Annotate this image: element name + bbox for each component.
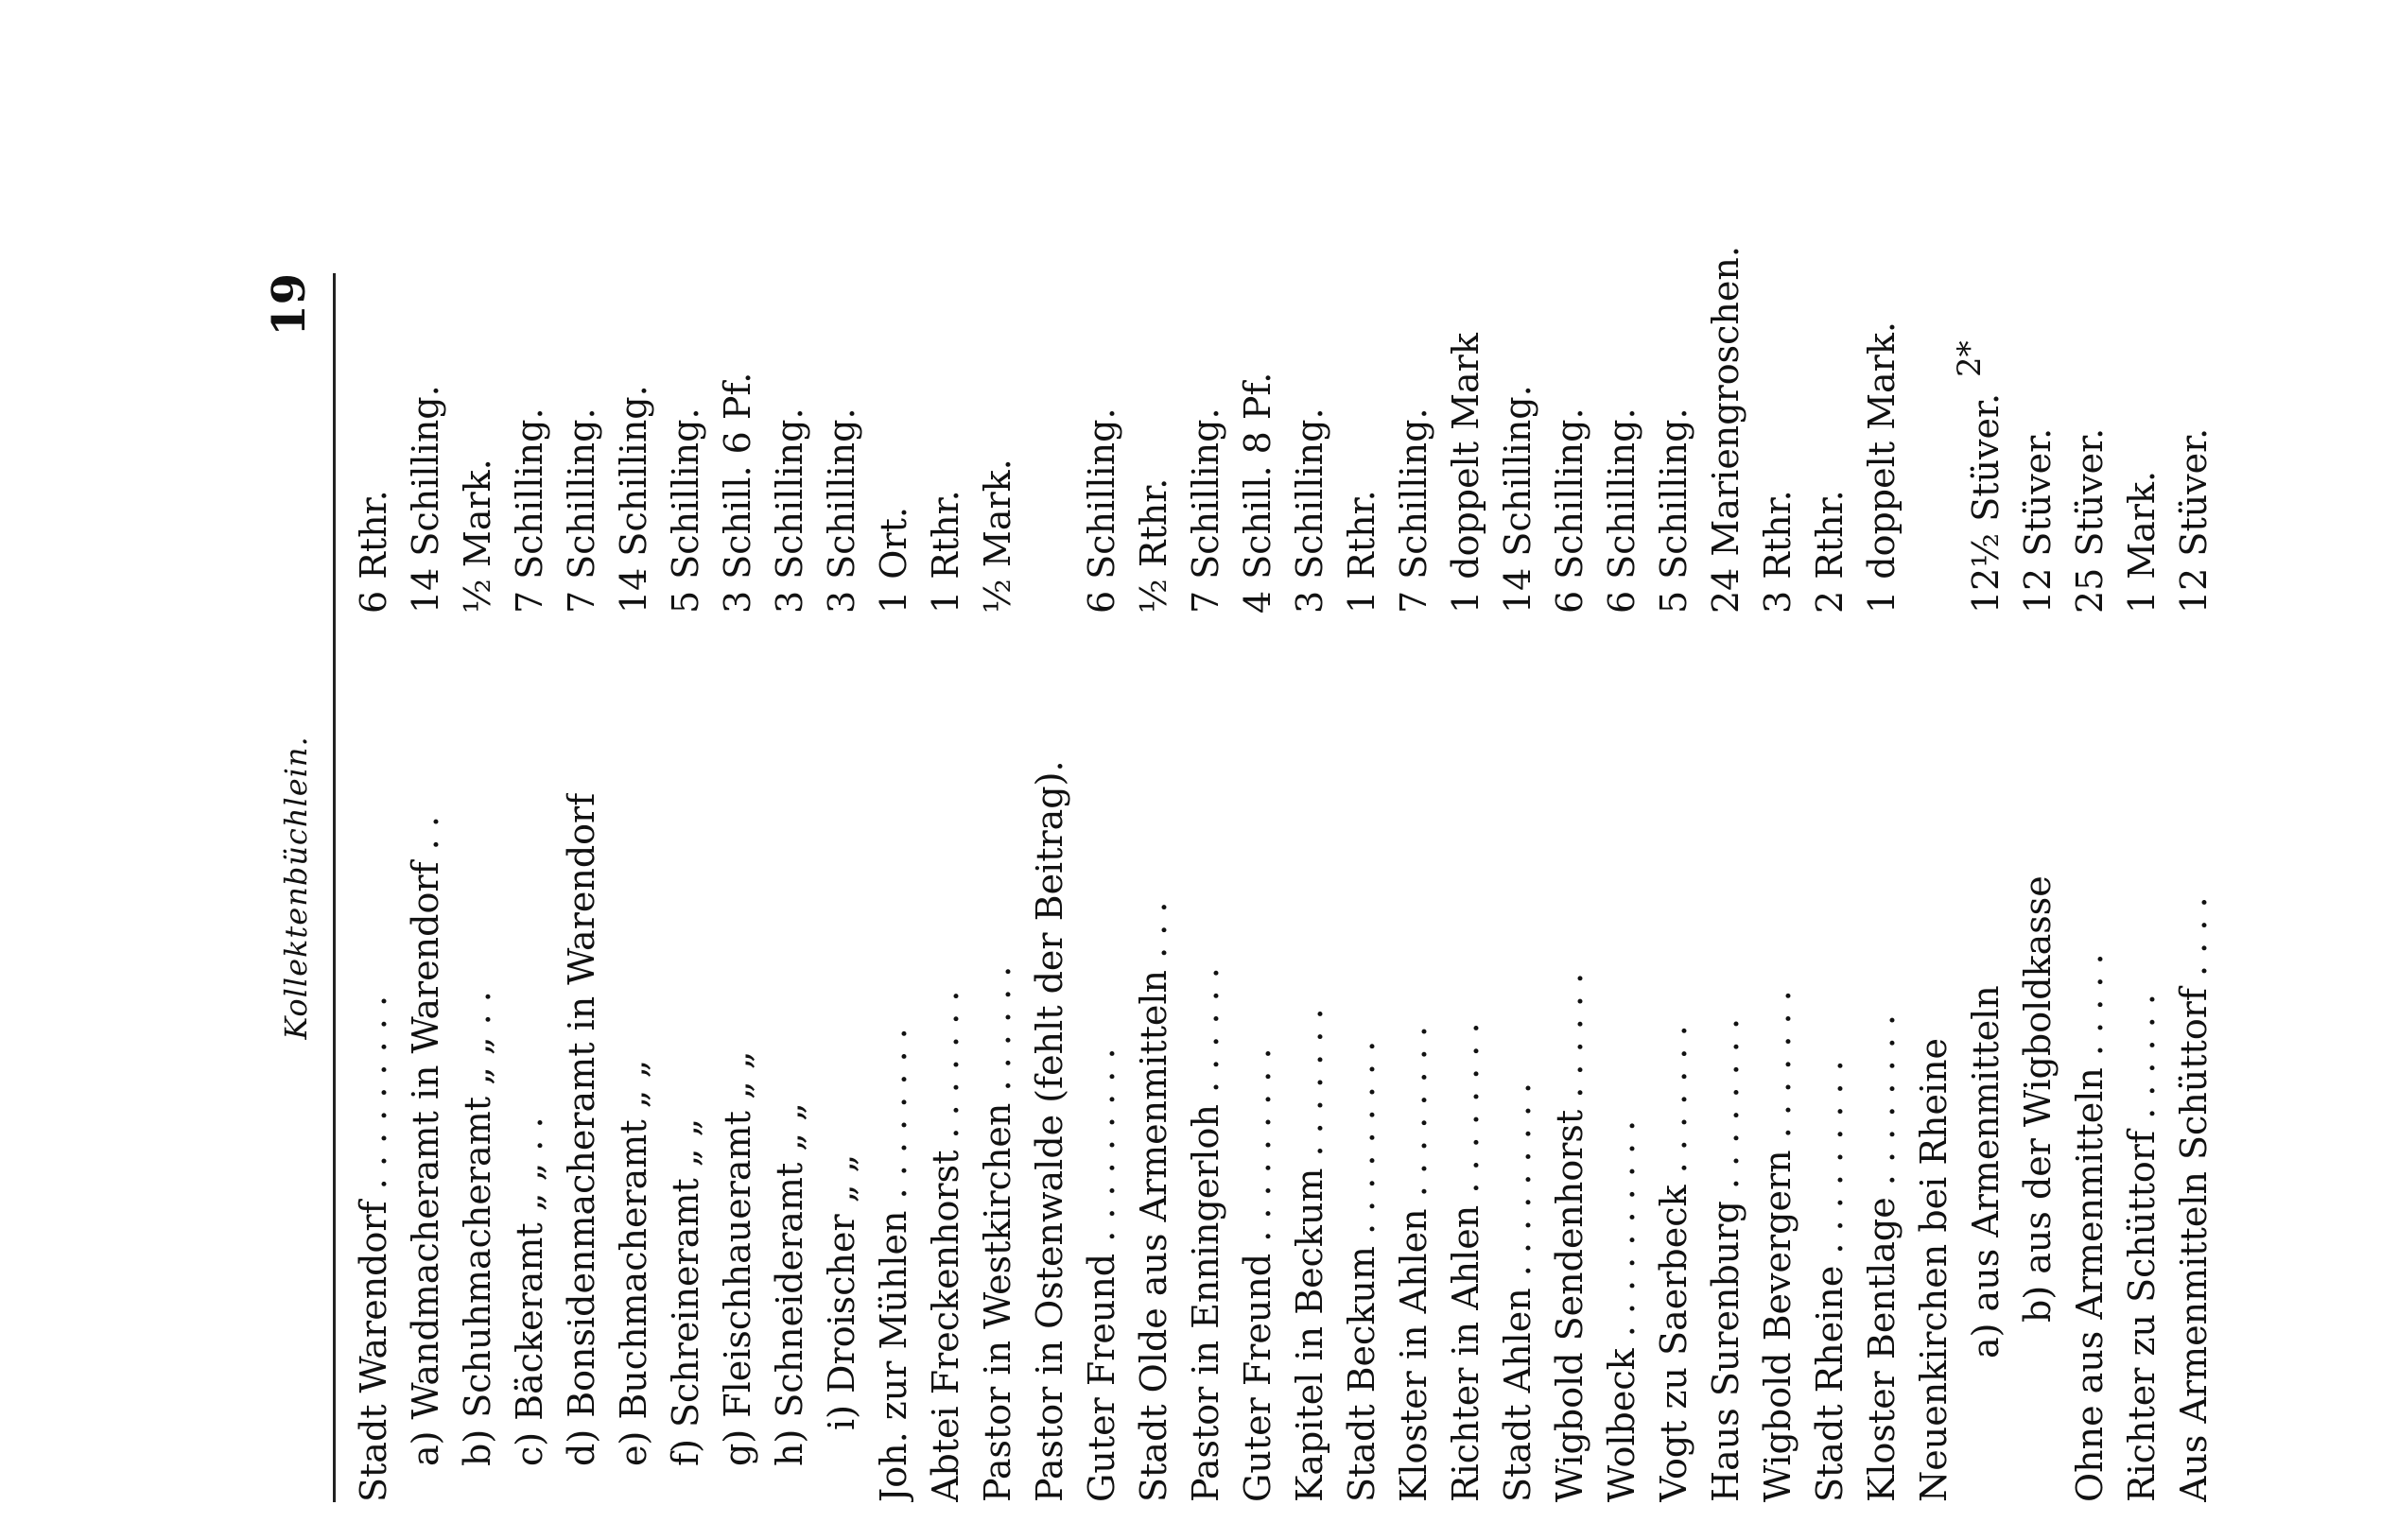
list-item — [2168, 273, 2220, 1502]
entry-amount: 3 Schilling. — [1289, 407, 1330, 614]
entry-amount: 1 Ort. — [873, 507, 914, 614]
entry-label: Guter Freund . . . . . . . . . — [1081, 1047, 1122, 1502]
entry-label: Pastor in Westkirchen . . . . . . — [977, 965, 1018, 1502]
entry-label: Pastor in Ostenwalde (fehlt der Beitrag). — [1029, 760, 1070, 1502]
entry-amount: 5 Schilling. — [1653, 407, 1694, 614]
entry-label: b) aus der Wigboldkasse — [2017, 875, 2059, 1323]
entry-label: Stadt Rheine . . . . . . . . . — [1809, 1060, 1851, 1502]
list-item — [608, 273, 660, 1502]
list-item — [712, 273, 764, 1502]
list-item — [452, 273, 504, 1502]
entry-label: Guter Freund . . . . . . . . . — [1237, 1047, 1278, 1502]
entry-label: i) Droischer „ „ — [821, 1153, 862, 1430]
list-item — [1024, 273, 1076, 1502]
printer-signature: 2* — [1951, 340, 1989, 377]
entry-amount: 2 Rthr. — [1809, 490, 1851, 614]
list-item — [920, 273, 972, 1502]
running-head — [253, 273, 329, 1502]
list-item — [1856, 273, 1908, 1502]
list-item — [1908, 273, 1960, 1502]
list-item — [556, 273, 608, 1502]
book-page — [253, 246, 2215, 1502]
entry-amount: 1 doppelt Mark. — [1861, 321, 1903, 614]
entry-amount: ½ Rthr. — [1133, 477, 1174, 614]
entry-amount: 7 Schilling. — [1185, 407, 1226, 614]
list-item — [1752, 273, 1804, 1502]
entry-amount: 12 Stüver. — [2173, 427, 2215, 614]
list-item — [1180, 273, 1232, 1502]
entry-label: e) Buchmacheramt „ „ — [613, 1059, 654, 1466]
list-item — [1284, 273, 1336, 1502]
list-item — [400, 273, 452, 1502]
page-number: 19 — [263, 273, 316, 337]
entry-amount: 6 Schilling. — [1549, 407, 1590, 614]
entry-label: Abtei Freckenhorst . . . . . . . — [925, 990, 966, 1502]
entry-amount: 7 Schilling. — [1393, 407, 1434, 614]
entry-label: Richter in Ahlen . . . . . . . . — [1445, 1022, 1486, 1502]
entry-amount: 3 Schill. 6 Pf. — [717, 372, 758, 614]
entry-amount: 3 Rthr. — [1757, 490, 1798, 614]
list-item — [1804, 273, 1856, 1502]
entry-label: Stadt Olde aus Armenmitteln . . . — [1133, 901, 1174, 1502]
entry-amount: 1 Mark. — [2121, 470, 2163, 614]
entry-label: Stadt Warendorf . . . . . . . . . — [353, 995, 394, 1502]
list-item — [504, 273, 556, 1502]
entry-label: a) aus Armenmitteln — [1965, 985, 2007, 1358]
entry-amount: 14 Schilling. — [613, 385, 654, 614]
entry-label: Wolbeck . . . . . . . . . . — [1601, 1119, 1642, 1502]
entry-label: a) Wandmacheramt in Warendorf . . — [405, 816, 446, 1466]
entry-amount: 3 Schilling. — [821, 407, 862, 614]
list-item — [1440, 273, 1492, 1502]
list-item — [764, 273, 816, 1502]
list-item — [1128, 273, 1180, 1502]
entry-amount: 4 Schill. 8 Pf. — [1237, 372, 1278, 614]
entry-label: Wigbold Sendenhorst . . . . . . — [1549, 972, 1590, 1502]
entry-label: Joh. zur Mühlen . . . . . . . . — [873, 1028, 914, 1502]
entry-amount: 14 Schilling. — [405, 385, 446, 614]
entry-label: d) Bonsidenmacheramt in Warendorf — [561, 792, 602, 1466]
entry-label: Stadt Ahlen . . . . . . . . . — [1497, 1081, 1538, 1502]
entry-label: Pastor in Enningerloh . . . . . . — [1185, 967, 1226, 1502]
entry-label: c) Bäckeramt „ „ . . — [509, 1116, 550, 1466]
entry-label: g) Fleischhaueramt „ „ — [717, 1050, 758, 1466]
list-item — [972, 273, 1024, 1502]
list-item — [2064, 273, 2116, 1502]
entry-amount: 6 Schilling. — [1601, 407, 1642, 614]
entry-amount: 24 Mariengroschen. — [1705, 246, 1746, 614]
list-item — [816, 273, 868, 1502]
entry-label: Kapitel in Beckum . . . . . . . — [1289, 1008, 1330, 1502]
entry-label: Neuenkirchen bei Rheine — [1913, 1037, 1955, 1502]
entry-label: Richter zu Schüttorf . . . . . . — [2121, 994, 2163, 1502]
entry-amount: 12 Stüver. — [2017, 427, 2059, 614]
entry-amount: 1 Rthr. — [1341, 490, 1382, 614]
entry-amount: 12½ Stüver. — [1965, 392, 2007, 614]
list-item — [868, 273, 920, 1502]
list-item — [1388, 273, 1440, 1502]
entry-label: Ohne aus Armenmitteln . . . . . — [2069, 953, 2111, 1502]
entry-amount: 14 Schilling. — [1497, 385, 1538, 614]
list-item — [1960, 273, 2012, 1502]
entry-label: Stadt Beckum . . . . . . . . . — [1341, 1040, 1382, 1502]
entry-amount: 3 Schilling. — [769, 407, 810, 614]
entry-amount: 25 Stüver. — [2069, 427, 2111, 614]
entry-label: Vogt zu Saerbeck . . . . . . . — [1653, 1025, 1694, 1502]
list-item — [2012, 273, 2064, 1502]
list-item — [1700, 246, 1752, 1502]
list-item — [1648, 273, 1700, 1502]
entry-amount: 6 Rthr. — [353, 490, 394, 614]
entry-label: Aus Armenmitteln Schüttorf . . . . — [2173, 896, 2215, 1502]
running-head-title: Kollektenbüchlein. — [278, 735, 314, 1040]
entry-label: f) Schreineramt „ „ — [665, 1117, 706, 1466]
entry-label: Kloster in Ahlen . . . . . . . . — [1393, 1026, 1434, 1502]
entry-amount: ½ Mark. — [457, 459, 498, 614]
list-item — [1232, 273, 1284, 1502]
list-item — [1596, 273, 1648, 1502]
list-item — [660, 273, 712, 1502]
list-item — [1336, 273, 1388, 1502]
list-item — [348, 273, 400, 1502]
entry-label: Haus Surenburg . . . . . . . . — [1705, 1017, 1746, 1502]
entry-amount: 1 Rthr. — [925, 490, 966, 614]
collection-list — [348, 246, 2220, 1502]
entry-label: h) Schneideramt „ „ — [769, 1102, 810, 1466]
entry-amount: 1 doppelt Mark — [1445, 333, 1486, 614]
list-item — [1076, 273, 1128, 1502]
entry-label: b) Schuhmacheramt „ „ . . — [457, 991, 498, 1466]
entry-label: Kloster Bentlage . . . . . . . . — [1861, 1014, 1903, 1502]
entry-amount: 7 Schilling. — [509, 407, 550, 614]
entry-amount: 5 Schilling. — [665, 407, 706, 614]
header-rule — [333, 273, 336, 1502]
entry-label: Wigbold Bevergern . . . . . . . — [1757, 990, 1798, 1502]
list-item — [2116, 273, 2168, 1502]
list-item — [1492, 273, 1544, 1502]
entry-amount: ½ Mark. — [977, 459, 1018, 614]
entry-amount: 6 Schilling. — [1081, 407, 1122, 614]
list-item — [1544, 273, 1596, 1502]
entry-amount: 7 Schilling. — [561, 407, 602, 614]
